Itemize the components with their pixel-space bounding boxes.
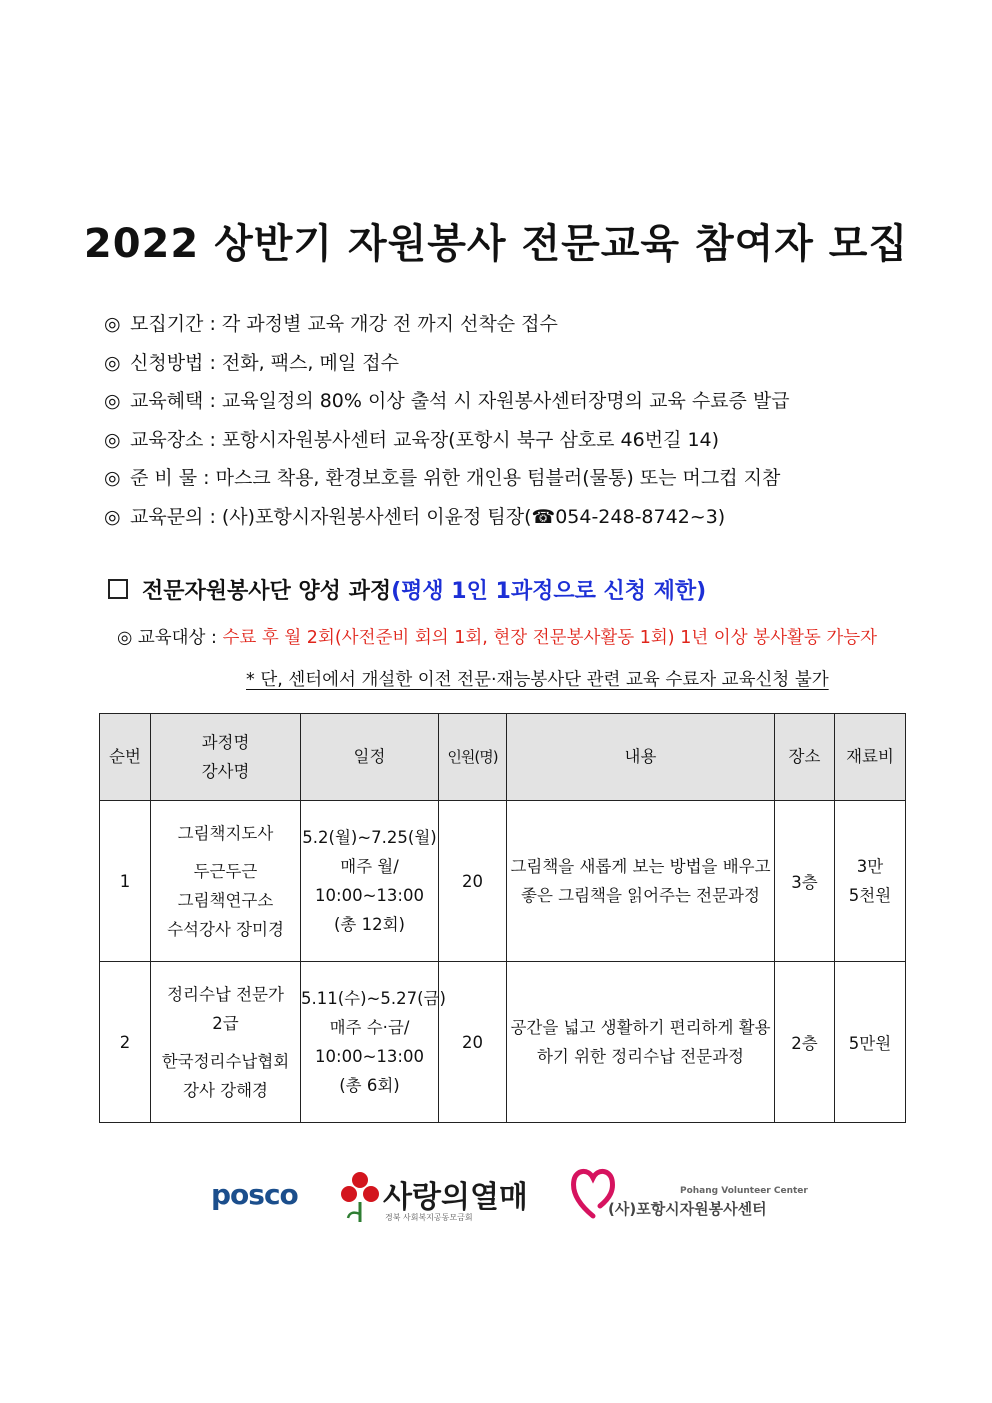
sarang-logo-subtext: 경북 사회복지공동모금회: [385, 1213, 473, 1222]
posco-logo: posco: [211, 1178, 298, 1211]
info-list: [104, 305, 924, 537]
header-content: 내용: [507, 714, 775, 801]
header-capacity: 인원(명): [439, 714, 507, 801]
double-circle-icon: ◎: [104, 428, 121, 451]
cell-place: 2층: [775, 962, 835, 1123]
sponsor-logos: [0, 1160, 992, 1240]
checkbox-square-icon: [108, 579, 128, 599]
education-target: [117, 624, 877, 649]
course-name: 2급: [212, 1013, 239, 1033]
target-text: 수료 후 월 2회(사전준비 회의 1회, 현장 전문봉사활동 1회) 1년 이상 봉사활동 가능자: [222, 628, 878, 648]
header-no: 순번: [100, 714, 151, 801]
cell-schedule: 5.11(수)~5.27(금) 매주 수·금/ 10:00~13:00 (총 6회): [301, 962, 439, 1123]
section-heading: [108, 574, 706, 605]
course-name: 정리수납 전문가: [167, 984, 284, 1004]
cell-content: 공간을 넓고 생활하기 편리하게 활용하기 위한 정리수납 전문과정: [507, 962, 775, 1123]
info-text: 신청방법 : 전화, 팩스, 메일 접수: [130, 351, 399, 374]
double-circle-icon: ◎: [104, 505, 121, 528]
table-row: [100, 801, 906, 962]
cell-no: 1: [100, 801, 151, 962]
cell-course: [151, 801, 301, 962]
cell-no: 2: [100, 962, 151, 1123]
sarang-fruit-icon: [338, 1166, 382, 1228]
info-item-contact: [104, 498, 924, 537]
info-item-supplies: [104, 459, 924, 498]
info-item-method: [104, 344, 924, 383]
table-row: [100, 962, 906, 1123]
info-text: 준 비 물 : 마스크 착용, 환경보호를 위한 개인용 텀블러(물통) 또는 머그컵 지참: [130, 467, 781, 490]
header-fee: 재료비: [835, 714, 906, 801]
header-schedule: 일정: [301, 714, 439, 801]
info-text: 교육장소 : 포항시자원봉사센터 교육장(포항시 북구 삼호로 46번길 14): [130, 428, 720, 451]
header-course: 과정명 강사명: [151, 714, 301, 801]
info-text: 교육문의 : (사)포항시자원봉사센터 이윤정 팀장(☎054-248-8742~3): [130, 505, 726, 528]
double-circle-icon: ◎: [104, 467, 121, 490]
cell-capacity: 20: [439, 962, 507, 1123]
target-label: ◎ 교육대상 :: [117, 628, 217, 648]
page-title: 2022 상반기 자원봉사 전문교육 참여자 모집: [83, 221, 909, 267]
restriction-note: * 단, 센터에서 개설한 이전 전문·재능봉사단 관련 교육 수료자 교육신청 불가: [246, 670, 829, 690]
info-item-benefit: [104, 382, 924, 421]
cell-fee: 3만 5천원: [835, 801, 906, 962]
section-title: 전문자원봉사단 양성 과정: [142, 579, 392, 604]
instructor-line: 두근두근: [193, 861, 258, 881]
cell-course: [151, 962, 301, 1123]
double-circle-icon: ◎: [104, 313, 121, 335]
info-item-period: [104, 305, 924, 344]
info-text: 모집기간 : 각 과정별 교육 개강 전 까지 선착순 접수: [130, 313, 558, 335]
info-text: 교육혜택 : 교육일정의 80% 이상 출석 시 자원봉사센터장명의 교육 수료증 발급: [130, 390, 790, 413]
cell-schedule: 5.2(월)~7.25(월) 매주 월/ 10:00~13:00 (총 12회): [301, 801, 439, 962]
section-highlight: (평생 1인 1과정으로 신청 제한): [391, 579, 707, 604]
info-item-location: [104, 421, 924, 460]
cell-capacity: 20: [439, 801, 507, 962]
sarang-logo-text: 사랑의열매: [383, 1180, 528, 1215]
double-circle-icon: ◎: [104, 390, 121, 413]
cell-content: 그림책을 새롭게 보는 방법을 배우고 좋은 그림책을 읽어주는 전문과정: [507, 801, 775, 962]
cell-place: 3층: [775, 801, 835, 962]
pvc-logo-korean: (사)포항시자원봉사센터: [608, 1200, 767, 1218]
course-table: [99, 713, 906, 1123]
instructor-line: 그림책연구소: [177, 890, 274, 910]
course-name: 그림책지도사: [177, 823, 274, 843]
pvc-logo-english: Pohang Volunteer Center: [680, 1186, 808, 1196]
instructor-line: 강사 강해경: [183, 1080, 268, 1100]
double-circle-icon: ◎: [104, 351, 121, 374]
header-place: 장소: [775, 714, 835, 801]
cell-fee: 5만원: [835, 962, 906, 1123]
table-header-row: [100, 714, 906, 801]
instructor-line: 한국정리수납협회: [161, 1051, 290, 1071]
instructor-line: 수석강사 장미경: [167, 919, 284, 939]
